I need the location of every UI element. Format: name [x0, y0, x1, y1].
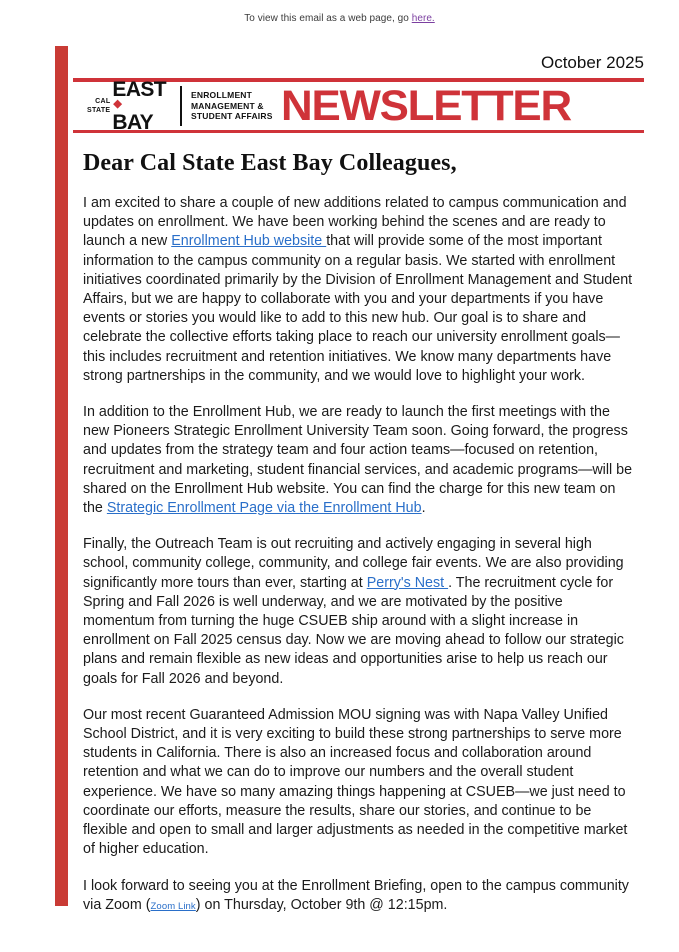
paragraph-4: Our most recent Guaranteed Admission MOU signing was with Napa Valley Unified School District, and it is very exciting to build these strong partnerships to serve more students in California. There is also an increased focus and collaboration around retention and what we can do to improve our numbers and the overall student experience. We have so many amazing things happening at CSUEB—we just need to coordinate our efforts, measure the results, share our stories, and continue to be flexible and open to small and larger adjustments as needed in the competitive market of higher education.	[83, 706, 628, 858]
newsletter-wordmark: NEWSLETTER	[280, 81, 571, 130]
logo-state-text: STATE	[87, 106, 111, 114]
paragraph-2	[83, 403, 636, 518]
paragraph-1-text-a: I am excited to share a couple of new additions related to campus communication and updates on enrollment. We have been working behind the scenes and are ready to launch a new	[83, 195, 627, 250]
zoom-link[interactable]: Zoom Link	[150, 900, 196, 912]
logo-bay-text: BAY	[112, 111, 154, 134]
strategic-enrollment-page-link[interactable]: Strategic Enrollment Page via the Enrollment Hub	[106, 500, 422, 517]
paragraph-2-text-a: In addition to the Enrollment Hub, we are ready to launch the first meetings with the new Pioneers Strategic Enrollment University Team soon. Going forward, the progress and updates from the strategy team and four action teams—focused on retention, recruitment and marketing, student financial services, and academic programs—will be shared on the Enrollment Hub website. You can find the charge for this new team on the	[83, 404, 633, 517]
pioneer-dot-icon: ◆	[113, 98, 122, 110]
paragraph-2-text-b: .	[421, 500, 426, 517]
letter-greeting: Dear Cal State East Bay Colleagues,	[83, 150, 457, 176]
paragraph-1-text-b: that will provide some of the most important information to the campus community on a regular basis. We started with enrollment initiatives coordinated primarily by the Division of Enrollment Management and Student Affairs, but we are happy to collaborate with you and your departments if you have events or stories you would like to add to this new hub. Our goal is to share and celebrate the collective efforts taking place to reach our university enrollment goals—this includes recruitment and retention initiatives. We know many departments have strong partnerships in the community, and we would love to highlight your work.	[83, 233, 633, 384]
masthead-logo-row	[73, 78, 644, 134]
logo-east-text: EAST	[112, 78, 167, 101]
east-bay-wordmark	[112, 80, 166, 132]
division-line-1: ENROLLMENT	[191, 90, 253, 101]
letter-body	[83, 148, 636, 916]
view-as-webpage-link[interactable]: here.	[411, 13, 435, 24]
paragraph-3-text-a: Finally, the Outreach Team is out recruiting and actively engaging in several high school, community college, community, and college fair events. We are also providing significantly more tours than ever, starting at	[83, 536, 624, 591]
logo-divider	[180, 86, 182, 126]
division-name	[191, 90, 273, 122]
paragraph-5-text-a: I look forward to seeing you at the Enrollment Briefing, open to the campus community via Zoom (	[83, 877, 629, 913]
cal-state-east-bay-logo	[73, 80, 176, 132]
paragraph-3-text-b: . The recruitment cycle for Spring and Fall 2026 is well underway, and we are motivated by the positive momentum from turning the huge CSUEB ship around with a slight increase in enrollment on Fall 2025 census day. Now we are moving ahead to follow our strategic plans and remain flexible as new ideas and opportunities arise to help us reach our goals for Fall 2026 and beyond.	[83, 574, 624, 687]
cal-state-stack	[87, 97, 112, 116]
perrys-nest-link[interactable]: Perry's Nest	[366, 574, 449, 591]
paragraph-3	[83, 535, 636, 689]
paragraph-5	[83, 877, 636, 916]
preheader-bar	[0, 0, 679, 24]
masthead	[73, 52, 644, 133]
left-accent-rail	[55, 46, 68, 906]
logo-cal-text: CAL	[95, 97, 111, 105]
logo-bay-row	[112, 99, 153, 132]
paragraph-1	[83, 194, 636, 386]
paragraph-5-text-b: ) on Thursday, October 9th @ 12:15pm.	[195, 896, 448, 913]
issue-date: October 2025	[540, 53, 644, 72]
preheader-text: To view this email as a web page, go	[244, 13, 412, 24]
division-line-3: STUDENT AFFAIRS	[191, 111, 273, 122]
division-line-2: MANAGEMENT &	[191, 100, 264, 111]
enrollment-hub-website-link[interactable]: Enrollment Hub website	[171, 233, 327, 250]
